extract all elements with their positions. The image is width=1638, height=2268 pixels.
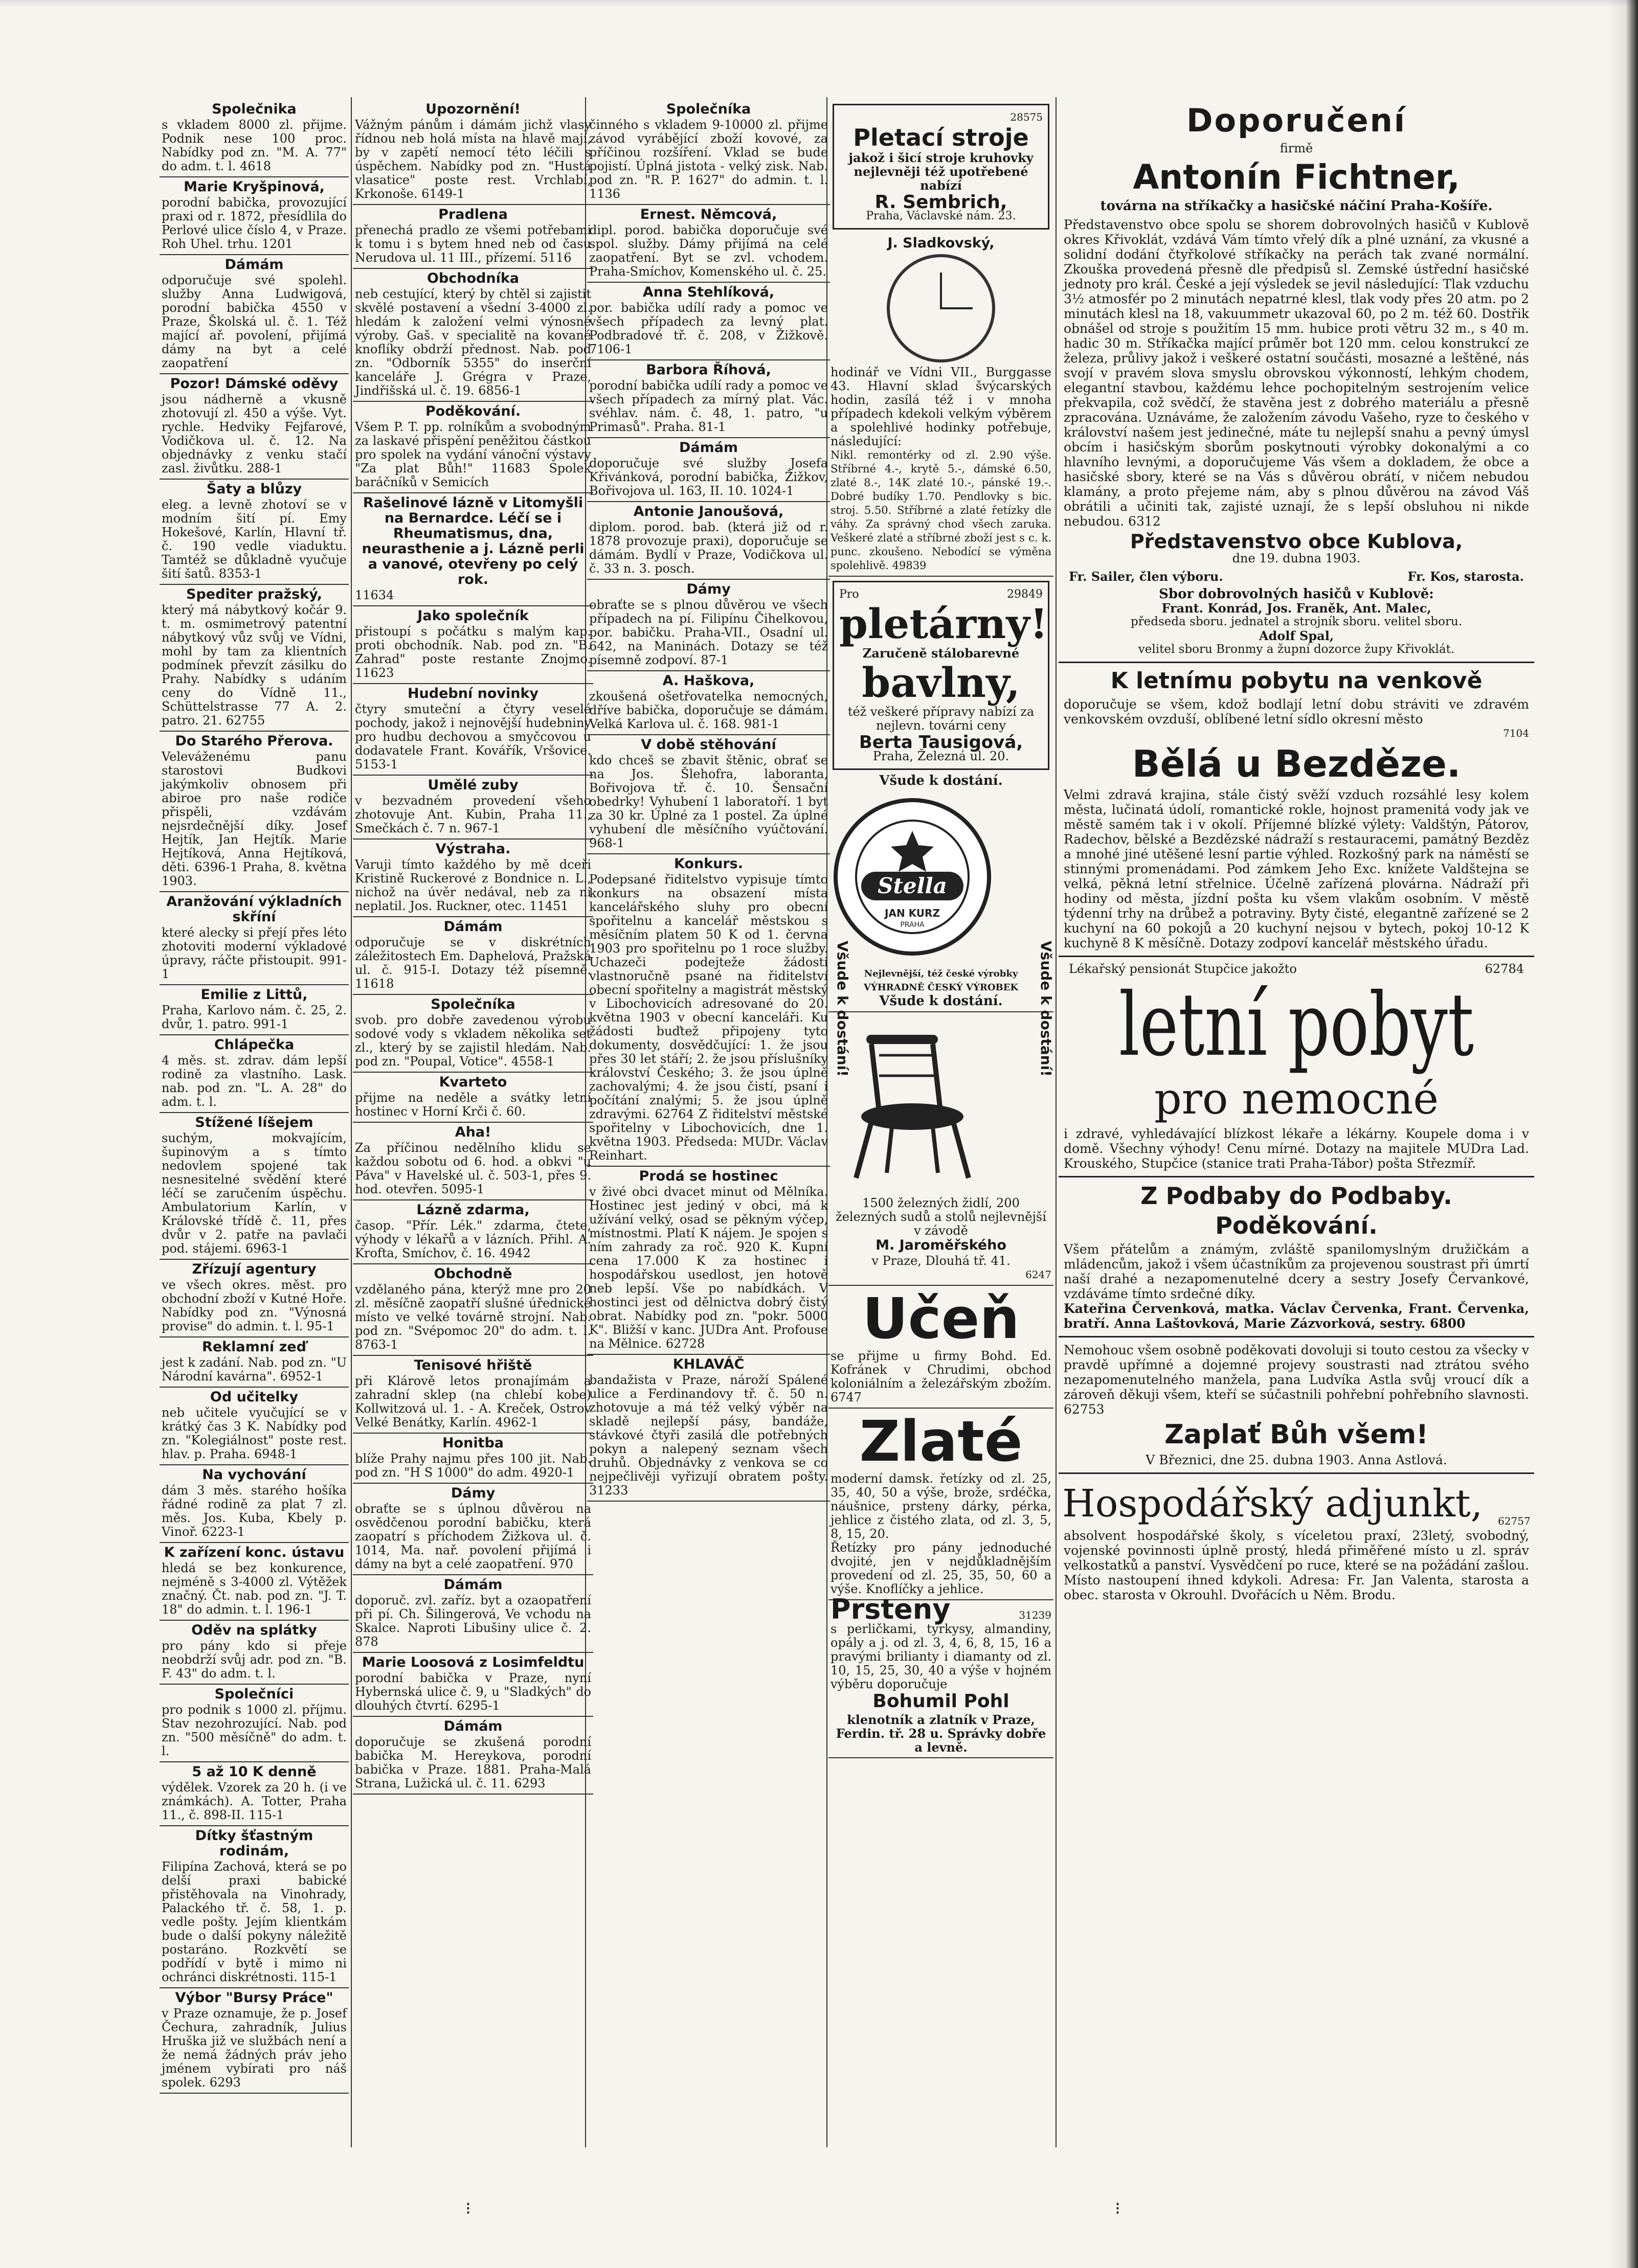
ad-title: Chlápečka	[214, 1037, 295, 1053]
ad-number: 28575	[1010, 111, 1043, 123]
ad-title: Ernest. Němcová,	[640, 207, 777, 222]
classified-ad	[160, 892, 349, 985]
ad-text-2: Řetízky pro pány jednoduché dvojité, jen v nejdůkladnějším provedení od zl. 25, 35, 50, 60 a výše. Knoflíčky a jehlice.	[831, 1540, 1051, 1596]
classified-ad	[587, 1167, 830, 1355]
ad-number: 6247	[1025, 1268, 1051, 1281]
classified-ad	[160, 585, 349, 732]
ucen-ad	[828, 1286, 1053, 1409]
classified-ad	[160, 1388, 349, 1465]
classified-ad	[587, 205, 830, 283]
svg-text:JAN KURZ: JAN KURZ	[885, 907, 940, 919]
ad-text: činného s vkladem 9-10000 zl. přijme závod vyrábějící zboží kovové, za příčinou rozšíření. Vklad se bude pojistí. Úplná jistota - velký zisk. Nab. pod zn. "R. P. 1627" do admin. t. l. 1136	[589, 118, 828, 201]
ad-title: A. Haškova,	[662, 673, 755, 689]
ad-address: Praha, Václavské nám. 23.	[866, 210, 1016, 222]
classified-column-2	[353, 100, 593, 2145]
ad-title: Antonie Janoušová,	[633, 504, 784, 519]
classified-ad	[160, 1113, 349, 1260]
ad-text: Všem P. T. pp. rolníkům a svobodným za laskavé přispění peněžitou částkou pro spolek na vydání vánoční výstavy "Za plat Bůh!" 11683 Spolek baráčníků v Semicích	[355, 420, 591, 489]
classified-ad	[587, 438, 830, 502]
ad-text: doporučuje se všem, kdož bodlají letní dobu stráviti ve zdravém venkovském ovzduší, oblíbené letní sídlo okresní město	[1064, 697, 1529, 727]
page-edge	[0, 0, 1638, 7]
ad-title: Rašelinové lázně v Litomyšli na Bernardce. Léčí se i Rheumatismus, dna, neurasthenie a j. Lázně perli a vanové, otevřeny po celý rok.	[362, 495, 585, 587]
ad-title: Pletací stroje	[853, 124, 1029, 151]
classified-ad	[160, 1762, 349, 1826]
signatory-group: Sbor dobrovolných hasičů v Kublově:	[1159, 586, 1434, 602]
ad-text: který má nábytkový kočár 9. t. m. osmimetrový patentní nábytkový vůz svůj ve Vídni, mohl by tam za klientních podmínek převzít zásilku do Prahy. Nabídky s udáním ceny do Vídně 11., Schüttelstrasse 77 A. 2. patro. 21. 62755	[162, 603, 347, 728]
classified-ad	[353, 684, 593, 776]
podbaby-thanks	[1059, 1183, 1534, 1331]
divider	[1059, 1176, 1534, 1177]
signatures: Kateřina Červenková, matka. Václav Červenka, Frant. Červenka, bratří. Anna Laštovková, Marie Zázvorková, sestry. 6800	[1064, 1301, 1529, 1331]
ad-kicker: firmě	[1280, 141, 1313, 155]
ad-title: Na vychování	[202, 1467, 306, 1483]
ad-text: hodinář ve Vídni VII., Burggasse 43. Hlavní sklad švýcarských hodin, zasílá též i v mnoha případech kdekoli velkým výběrem a spolehlivé hodinky potřebuje, následující:	[831, 365, 1051, 448]
ad-list	[160, 100, 349, 2094]
ad-subtitle: pro nemocné	[1154, 1074, 1439, 1124]
ad-title: 5 až 10 K denně	[192, 1764, 317, 1780]
ad-title: Marie Kryšpinová,	[184, 179, 325, 195]
ad-title: Spediter pražský,	[186, 586, 322, 602]
ad-address: Praha, Železná ul. 20.	[872, 749, 1009, 763]
ad-subtitle: Poděkování.	[1215, 1212, 1378, 1239]
ad-title: Upozornění!	[425, 101, 521, 117]
firm-name: Antonín Fichtner,	[1133, 157, 1460, 197]
ad-text: svob. pro dobře zavedenou výrobu sodové vody s vkladem několika set zl., který by se zajistil hledám. Nab. pod zn. "Poupal, Votice". 4558-1	[355, 1013, 591, 1069]
ad-title: Prsteny	[831, 1593, 951, 1625]
ad-title: Hudební novinky	[407, 686, 539, 701]
ad-title-2: bavlny,	[862, 659, 1020, 707]
ad-name: M. Jaroměřského	[876, 1237, 1006, 1253]
ad-title: K letnímu pobytu na venkově	[1110, 668, 1483, 694]
ad-text: odporučuje své spolehl. služby Anna Ludwigová, porodní babička 4550 v Praze, Školská ul. č. 1. Též mající ař. povolení, přijímá dámy na byt a celé zaopatření	[162, 273, 347, 370]
page-fold-shadow	[1607, 0, 1638, 2268]
classified-ad	[587, 1355, 830, 1502]
ad-text: pro pány kdo si přeje neobdrží svůj adr. pod zn. "B. F. 43" do adm. t. l.	[162, 1639, 347, 1681]
divider	[1059, 1472, 1534, 1474]
ad-text: neb učitele vyučující se v krátký čas 3 K. Nabídky pod zn. "Kolegiálnost" poste rest. hlav. p. Praha. 6948-1	[162, 1405, 347, 1461]
ad-text: v bezvadném provedení všeho zhotovuje Ant. Kubin, Praha 11., Smečkách č. 7 n. 967-1	[355, 793, 591, 835]
ad-title: Pradlena	[438, 207, 508, 222]
classified-ad	[353, 840, 593, 917]
classified-ad	[160, 1035, 349, 1113]
ad-text: se přijme u firmy Bohd. Ed. Kofránek v Chrudimi, obchod koloniálním a železářským zbožím. 6747	[831, 1349, 1051, 1404]
signatory: Fr. Kos, starosta.	[1407, 569, 1524, 584]
ad-text: přijme na neděle a svátky letní hostinec v Horní Krči č. 60.	[355, 1091, 591, 1119]
ad-text: vzdělaného pána, kterýž mne pro 20 zl. měsíčně zaopatří slušné úřednické místo ve velké továrně strojní. Nab. pod zn. "Svépomoc 20" do adm. t. l. 8763-1	[355, 1282, 591, 1352]
ad-title: Do Starého Přerova.	[175, 733, 333, 749]
classified-ad	[587, 283, 830, 360]
ad-kicker: Lékařský pensionát Stupčice jakožto	[1069, 962, 1297, 976]
ad-text: 11634	[355, 588, 394, 602]
classified-ad	[587, 735, 830, 854]
classified-ad	[160, 480, 349, 585]
ad-text: s vkladem 8000 zl. přijme. Podnik nese 100 proc. Nabídky pod zn. "M. A. 77" do adm. t. l. 4618	[162, 118, 347, 173]
classified-ad	[587, 100, 830, 205]
classified-ad	[160, 1543, 349, 1621]
classified-ad	[160, 374, 349, 480]
ad-text: Filipína Zachová, která se po delší praxi babické přistěhovala na Vinohrady, Palackého tř. č. 58, 1. p. vedle pošty. Jejím klientkám bude o další pokyny náležitě postaráno. Rozkvětí se podřídí v bytě i mimo ni ochránci diskrétnosti. 115-1	[162, 1859, 347, 1984]
divider	[1059, 1336, 1534, 1337]
signatory: Frant. Konrád, Jos. Franěk, Ant. Malec,	[1161, 601, 1431, 616]
classified-ad	[353, 205, 593, 269]
classified-ad	[587, 360, 830, 438]
ad-body: Představenstvo obce spolu se shorem dobrovolných hasičů v Kublově okres Křivoklát, vzdává Vám tímto vřelý dík a plné uznání, za vkusné a solidní dodání čtyřkolové stříkačky na perách tak zvané normální. Zkouška provedená přesně dle předpisů sl. Zemské ústřední hasičské jednoty pro král. České a její výsledek se jevil následující: Tlak vzduchu 3½ atmosfér po 2 minutách nepatrné klesl, tlak vody přes 20 atm. po 2 minutách klesl na 18, vakuummetr ukazoval 60, po 2 m. též 60. Dostřik obnášel od stroje s použitím 15 mm. hubice proti větru 32 m., s 40 m. hadic 30 m. Stříkačka mající průměr bot 120 mm. celou konstrukcí ze železa, průlivy jakož i veškeré ostatní součásti, mosazné a leštěné, nás svojí v pravém slova smyslu obrovskou výkonností, lehkým chodem, elegantní stavbou, každému lehce pochopitelným sestrojením velice překvapila, což svědčí, že stavěna jest z dobrého materiálu a přesně zpracována. Uznáváme, že založením závodu Vašeho, ryze to českého v království našem jest jedinečné, máte tu nejlepší snahu a pevný úmysl obcím i hasičským sborům poskytnouti výrobky dokonalými a co hlavního levnými, a doporučujeme Vás všem a dokladem, že obce a hasičské sbory, které se na Vás s důvěrou obrátí, v ničem nebudou klamány, a proto přejeme nám, aby s plnou důvěrou na závod Váš obrátili a učiniti tak, zajisté uznají, že s lepší obsluhou ni nikde nebudou. 6312	[1064, 217, 1529, 529]
classified-ad	[160, 1337, 349, 1388]
display-ads-column	[828, 100, 1053, 2145]
ad-title: Emilie z Littů,	[200, 987, 308, 1003]
ad-body: Velmi zdravá krajina, stále čistý svěží vzduch rozsáhlé lesy kolem města, lučinatá údolí, romantické rokle, hojnost pramenitá vody jak ve městě samém tak i v okolí. Příjemné blízké výlety: Valdštýn, Pátorov, Radechov, bělské a Bezdězské nádraží s restauracemi, památný Bezděz a mnohé jiné utěšené lesní partie výhled. Rozkošný park na náměstí se stinnými promenádami. Pod zámkem Jeho Exc. knížete Valdštejna se velká, pěkná letní střelnice. Účelně zařízená plovárna. Nádraží při hodiny od města, jízdní pošta ku všem vlakům osobním. V městě týdenní trhy na drůbež a potraviny. Byty čisté, elegantně zařízené se 2 kuchyní na 60 pokojů a 20 kuchyní nejsou v bytech, pokoj 10-12 K kuchyně 8 K měsíčně. Dotazy zodpoví kancelář městského úřadu.	[1064, 787, 1529, 950]
classified-ad	[160, 100, 349, 177]
stella-caption-2: Všude k dostání.	[879, 993, 1003, 1009]
ad-text: jakož i šicí stroje kruhovky nejlevněji též upotřebené nabízí	[848, 150, 1034, 193]
ad-text: suchým, mokvajícím, šupinovým a s tímto nedovlem spojené tak nesnesitelné svědění které léčí se zaručením úspěchu. Ambulatorium Karlín, v Královské třídě č. 11, přes dvůr v 2. patře na pavlači pod. stájemi. 6963-1	[162, 1131, 347, 1256]
ad-title: Dítky šťastným rodinám,	[195, 1828, 313, 1859]
pletarny-ad	[833, 581, 1049, 770]
ad-text: Veleváženému panu starostovi Budkovi jakýmkoliv obnosem při abiroe pro naše rodiče přispěli, vzdávám nejsrdečnější díky. Josef Hejtík, Jan Hejtík. Marie Hejtíková, Anna Hejtíková, děti. 6396-1 Praha, 8. května 1903.	[162, 750, 347, 888]
ad-text: Za příčinou nedělního klidu se každou sobotu od 6. hod. a obkvi "u Páva" v Havelské ul. č. 503-1, přes 9. hod. otevřen. 5095-1	[355, 1141, 591, 1196]
ad-title: Kvarteto	[439, 1074, 507, 1090]
column-rule	[1056, 97, 1057, 2147]
stella-caption: Všude k dostání.	[879, 773, 1003, 788]
large-ads-column	[1059, 100, 1534, 2145]
ad-text: pro podnik s 1000 zl. příjmu. Stav nezohrozující. Nab. pod zn. "500 měsíčně" do adm. t. l.	[162, 1703, 347, 1758]
ad-title: Společníka	[666, 101, 751, 117]
ad-text: časop. "Přír. Lék." zdarma, čtete, výhody v lékařů a v lázních. Přihl. A. Krofta, Smíchov, č. 16. 4942	[355, 1218, 591, 1260]
classified-ad	[353, 1123, 593, 1200]
ad-text: diplom. porod. bab. (která již od r. 1878 provozuje praxi), doporučuje se dámám. Bydlí v Praze, Vodičkova ul. č. 33 n. 3. posch.	[589, 520, 828, 576]
ad-trade: klenotník a zlatník v Praze, Ferdin. tř. 28 u. Správky dobře a levně.	[836, 1712, 1046, 1755]
ad-list	[353, 100, 593, 1795]
jaromersky-chair-ad	[828, 1012, 1053, 1286]
signatory-roles: předseda sboru. jednatel a strojník sboru. velitel sboru.	[1130, 615, 1463, 628]
stella-ad	[828, 788, 1053, 1012]
stella-below-text: VÝHRADNĚ ČESKÝ VÝROBEK	[863, 982, 1019, 993]
ad-title: Doporučení	[1186, 102, 1406, 139]
ad-text: blíže Prahy najmu přes 100 jit. Nab. pod zn. "H S 1000" do adm. 4920-1	[355, 1451, 591, 1480]
classified-ad	[160, 732, 349, 892]
ad-title: Stížené líšejem	[195, 1115, 313, 1130]
ad-text: dipl. porod. babička doporučuje své spol. služby. Dámy přijímá na celé zaopatření. Byt se zvl. vchodem. Praha-Smíchov, Komenského ul. č. 25.	[589, 223, 828, 279]
signature-title: Představenstvo obce Kublova,	[1130, 530, 1463, 553]
classified-ad	[353, 1356, 593, 1434]
ad-text: Všem přátelům a známým, zvláště spanilomyslným družičkám a mládencům, jakož i všem účastníkům za projevenou soustrast při úmrtí naší drahé a nezapomenutelné dcery a sestry Josefy Červankové, vzdáváme tímto srdečné díky.	[1064, 1242, 1529, 1301]
ad-title: Z Podbaby do Podbaby.	[1140, 1182, 1452, 1210]
ad-title: Společníka	[431, 996, 515, 1012]
ad-text: ve všech okres. měst. pro obchodní zboží v Kutné Hoře. Nabídky pod zn. "Výnosná provise" do admin. t. l. 95-1	[162, 1278, 347, 1333]
ad-text: obraťte se s úplnou důvěrou na osvědčenou porodní babičku, která zaopatrí s příchodem Žižkova ul. č. 1014, Ma. nař. povolení přijímá i dámy na byt a celé zaopatření. 970	[355, 1502, 591, 1571]
ad-title: Poděkování.	[425, 403, 521, 419]
ad-title: Lázně zdarma,	[416, 1202, 530, 1218]
ad-title: Umělé zuby	[428, 777, 519, 793]
ad-title: Šaty a blůzy	[206, 481, 302, 497]
ad-title: Dámám	[443, 1718, 503, 1734]
ad-number: 29849	[1007, 588, 1043, 601]
classified-ad	[353, 776, 593, 840]
chair-icon	[831, 1019, 984, 1188]
ad-title: Oděv na splátky	[191, 1622, 317, 1638]
divider	[1059, 956, 1534, 957]
classified-ad	[587, 854, 830, 1167]
classified-ad	[587, 671, 830, 735]
vertical-strip-text: Všude k dostání!	[834, 941, 851, 1077]
ad-title: Zaplať Bůh všem!	[1164, 1419, 1428, 1450]
pocket-watch-icon	[887, 254, 995, 362]
ad-text: porodní babička udílí rady a pomoc ve všech případech za mírný plat. Vác. svéhlav. nám. č. 48, 1. patro, "u Primasů". Praha. 81-1	[589, 378, 828, 434]
ad-name: Bohumil Pohl	[872, 1691, 1009, 1712]
ad-text: Nemohouc všem osobně poděkovati dovoluji si touto cestou za všecky v pravdě upřímné a dojemné projevy soustrasti nad ztrátou svého nezapomenutelného manžela, pana Ludvíka Astla svůj vroucí dík a zároveň děkuji všem, kteří se súčastnili pohřební pohřebního slavnosti. 62753	[1064, 1343, 1529, 1417]
classified-column-3	[587, 100, 830, 2145]
ad-text: 1500 železných židlí, 200 železných sudů a stolů nejlevnější v závodě	[836, 1196, 1046, 1238]
ad-title: Marie Loosová z Losimfeldtu	[362, 1654, 585, 1670]
classified-ad	[353, 402, 593, 493]
ad-text: moderní damsk. řetízky od zl. 25, 35, 40, 50 a výše, brože, srdéčka, náušnice, prsteny dárky, pérka, jehlice z čistého zlata, od zl. 3, 5, 8, 15, 20.	[831, 1471, 1051, 1541]
ad-text: které alecky si přejí přes léto zhotoviti moderní výkladové úpravy, ráčte přistoupit. 991-1	[162, 925, 347, 981]
ad-title: Prodá se hostinec	[639, 1168, 778, 1184]
ad-number: 7104	[1503, 727, 1529, 739]
classified-ad	[160, 177, 349, 255]
ad-text: přenechá pradlo ze všemi potřebami k tomu i s bytem hned neb od času Nerudova ul. 11 III., přízemí. 5116	[355, 223, 591, 265]
ad-text: jest k zadání. Nab. pod zn. "U Národní kavárna". 6952-1	[162, 1355, 347, 1384]
zlate-ad	[828, 1409, 1053, 1600]
ad-text: též veškeré přípravy nabízí za nejlevn. továrni ceny	[847, 705, 1035, 733]
ad-title: Od učitelky	[210, 1389, 299, 1405]
ad-text: hledá se bez konkurence, nejméně s 3-4000 zl. Výtěžek značný. Čt. nab. pod zn. "J. T. 18" do admin. t. l. 196-1	[162, 1561, 347, 1617]
signature: V Březnici, dne 25. dubna 1903. Anna Astlová.	[1146, 1453, 1447, 1467]
classified-ad	[353, 1434, 593, 1484]
ad-text: absolvent hospodářské školy, s víceletou praxí, 23letý, svobodný, vojenské povinnosti úplně prostý, hledá přiměřené místo u zl. správ velkostatků a panství. Vysvědčení po ruce, které se na požádání zašlou. Místo nastoupení ihned kdykoli. Adresa: Fr. Jan Valenta, starosta a obec. starosta v Okrouhl. Dvořácích u Něm. Brodu.	[1064, 1528, 1529, 1602]
classified-ad	[587, 502, 830, 580]
classified-ad	[353, 917, 593, 995]
classified-ad	[353, 1717, 593, 1795]
ad-name: Berta Tausigová,	[859, 732, 1023, 753]
letni-pobyt-ad	[1059, 668, 1534, 950]
ad-text: 4 měs. st. zdrav. dám lepší rodině za vlastního. Lask. nab. pod zn. "L. A. 28" do adm. t. l.	[162, 1053, 347, 1109]
pletaci-stroje-ad	[833, 104, 1049, 230]
ad-text: doporuč. zvl. zaříz. byt a ozaopatření při pí. Ch. Šilingerová, Ve vchodu na Skalce. Naproti Libušiny ulice č. 2. 878	[355, 1593, 591, 1649]
classified-ad	[353, 1200, 593, 1264]
prsteny-ad	[828, 1593, 1053, 1758]
ad-text: por. babička udílí rady a pomoc ve všech případech za levný plat. Podbradové tř. č. 208, v Žižkově. 7106-1	[589, 301, 828, 356]
ad-title: Reklamní zeď	[202, 1339, 306, 1355]
ad-title: Zřízují agentury	[192, 1261, 317, 1277]
classified-ad	[353, 269, 593, 402]
ad-title: Zlaté	[859, 1409, 1023, 1474]
fichtner-recommendation	[1059, 103, 1534, 656]
ad-text: neb cestující, který by chtěl si zajistit skvělé postavení a všední 3-4000 zl. hledám k založení velmi výnosné výroby. Gaš. v specialitě na kované knoflíky obdrží přednost. Nab. pod zn. "Odborník 5355" do inserční kanceláře J. Grégra v Praze, Jindřišská ul. č. 19. 6856-1	[355, 287, 591, 398]
ad-text: přistoupí s počátku s malým kap. proti obchodník. Nab. pod zn. "B. Zahrad" poste restante Znojmo. 11623	[355, 624, 591, 680]
ad-title: Anna Stehlíková,	[642, 284, 775, 300]
ad-text: kdo chceš se zbavit štěnic, obrať se na Jos. Šlehofra, laboranta, Bořivojova tř. č. 10. Šensační obedrky! Vyhubení 1 laboratoří. 1 byt za 30 kr. Úplné za 1 postel. Za úplné vyhubení dle měsíčního vyúčtování. 968-1	[589, 753, 828, 850]
ad-text: s perličkami, tyrkysy, almandiny, opály a j. od zl. 3, 4, 6, 8, 15, 16 a pravými brilianty i diamanty od zl. 10, 15, 25, 30, 40 a výše v hojném výběru doporučuje	[831, 1622, 1051, 1691]
vertical-strip-text: Všude k dostání!	[1038, 941, 1054, 1077]
classified-ad	[353, 606, 593, 684]
ad-title: pletárny!	[839, 600, 1048, 648]
ad-text: Varuji tímto každého by mě dceři Kristině Ruckerové z Bondnice n. L., nichož na úvěr nedával, neb za ni neplatil. Jos. Ruckner, otec. 11451	[355, 857, 591, 913]
ad-title: Barbora Říhová,	[646, 362, 771, 378]
astl-thanks	[1059, 1343, 1534, 1467]
ad-title: Výstraha.	[435, 841, 511, 857]
classified-ad	[353, 1575, 593, 1653]
classified-ad	[353, 1073, 593, 1123]
ad-number: 31239	[1019, 1609, 1051, 1621]
classified-column-1	[160, 100, 349, 2145]
ad-text: jsou nádherně a vkusně zhotovují zl. 450 a výše. Vyt. rychle. Hedviky Fejfarové, Vodičkova ul. č. 12. Na objednávky z venku stačí zasl. živůtku. 288-1	[162, 392, 347, 475]
ad-text: v Praze oznamuje, že p. Josef Čechura, zahradník, Julius Hruška již ve službách není a že nemá žádných práv jeho jménem vybírati pro náš spolek. 6293	[162, 2006, 347, 2090]
ad-subtitle: Zaručeně stálobarevné	[862, 646, 1020, 661]
ad-title: V době stěhování	[641, 737, 776, 753]
classified-ad	[160, 1260, 349, 1337]
signature-date: dne 19. dubna 1903.	[1232, 551, 1361, 565]
signatory-role: velitel sboru Bronmy a župní dozorce župy Křivoklát.	[1138, 643, 1455, 656]
classified-ad	[160, 1826, 349, 1988]
ad-number: 62784	[1485, 962, 1524, 976]
ad-title: Učeň	[862, 1286, 1020, 1351]
signatory: Fr. Sailer, člen výboru.	[1069, 569, 1223, 584]
stupcice-pensionat-ad	[1059, 962, 1534, 1171]
ad-text: porodní babička v Praze, nyní Hybernská ulice č. 9, u "Sladkých" do dlouhých čtvrtí. 6295-1	[355, 1671, 591, 1713]
ad-text: zkoušená ošetřovatelka nemocných, dříve babička, doporučuje se dámám. Velká Karlova ul. č. 168. 981-1	[589, 689, 828, 731]
ad-title: Dámy	[451, 1485, 496, 1501]
classified-ad	[160, 255, 349, 374]
ad-title: Tenisové hřiště	[414, 1357, 532, 1373]
stella-ring-text: Nejlevnější, též české výrobky	[864, 968, 1018, 979]
ad-text: při Klárově letos pronajímám a zahradní sklep (na chlebí kobe) Kollwitzová ul. 1. - A. Kreček, Ostrov Velké Benátky, Karlín. 4962-1	[355, 1374, 591, 1430]
signatory: Adolf Spal,	[1259, 628, 1334, 643]
divider	[1059, 662, 1534, 663]
page-mark: ⁝	[465, 2198, 471, 2219]
ad-title: Pozor! Dámské oděvy	[170, 376, 339, 392]
ad-text: výdělek. Vzorek za 20 h. (i ve známkách). A. Totter, Praha 11., č. 898-II. 115-1	[162, 1780, 347, 1822]
ad-text: doporučuje své služby Josefa Křivánková, porodní babička, Žižkov, Bořivojova ul. 163, II. 10. 1024-1	[589, 456, 828, 498]
classified-ad	[353, 1653, 593, 1717]
ad-text: doporučuje se zkušená porodní babička M. Hereykova, porodní babička v Praze. 1881. Praha-Malá Strana, Lužická ul. č. 11. 6293	[355, 1735, 591, 1790]
ad-title: Konkurs.	[674, 856, 744, 872]
ad-text: v živé obci dvacet minut od Mělníka. Hostinec jest jediný v obci, má k užívání velký, osad se pěkným výčep, místnostmi. Platí K nájem. Je spojen s ním zahrady za roč. 920 K. Kupní cena 17.000 K za hostinec i hospodářskou usedlost, jen hotově neb lepší. Vše po nabídkách. V hostinci jest od dělnictva dobrý čistý obrat. Nabídky pod zn. "pokr. 5000 K". Bližší v kanc. JUDra Ant. Profouse na Mělnice. 62728	[589, 1185, 828, 1351]
sladkovsky-clock-ad	[828, 234, 1053, 577]
ad-title: Dámy	[686, 581, 731, 597]
ad-text: eleg. a levně zhotoví se v modním šití pí. Emy Hokešové, Karlín, Hlavní tř. č. 190 vedle viaduktu. Tamtéž se důkladně vyučuje šití šatů. 8353-1	[162, 497, 347, 581]
ad-text: čtyry smuteční a čtyry veselé pochody, jakož i nejnovější hudebniny pro hudbu dechovou a smyčcovou u dodavatele Frant. Kovářík, Vršovice. 5153-1	[355, 702, 591, 772]
classified-ad	[353, 995, 593, 1073]
ad-title: Dámám	[679, 440, 738, 456]
classified-ad	[160, 1465, 349, 1543]
ad-title: KHLAVÁČ	[672, 1356, 745, 1372]
ad-kicker: Pro	[839, 588, 859, 601]
ad-title: Dámám	[225, 257, 284, 273]
ad-text: odporučuje se v diskrétních záležitostech Em. Daphelová, Pražská ul. č. 915-I. Dotazy též písemně. 11618	[355, 935, 591, 991]
ad-text: bandažista v Praze, nároží Spálené ulice a Ferdinandovy tř. č. 50 n. zhotovuje a má též velký výběr na skladě nejlepší pásy, bandáže, stávkové čtyři zasilá dle potřebných pokyn a nalepený seznam všech druhů. Objednávky z venkova se co nejpečlivěji vyřizují obratem pošty. 31233	[589, 1373, 828, 1498]
page-mark: ⁝	[1115, 2198, 1120, 2219]
ad-title: Aranžování výkladních skříní	[166, 894, 342, 925]
ad-title: Dámám	[443, 1577, 503, 1593]
classified-ad	[353, 1484, 593, 1575]
classified-ad	[587, 580, 830, 671]
ad-text: Podepsané řiditelstvo vypisuje tímto konkurs na obsazení místa kancelářského sluhy pro obecní spořitelnu a kancelář městskou s měsíčním platem 50 K od 1. června 1903 pro spořitelnu po 1 roce služby. Uchazeči podejteže žádosti vlastnoručně psané na řiditelství obecní spořitelny a magistrát městský v Libochovicích adresované do 20. května 1903 v obecní kanceláři. Ku žádosti buďtež připojeny tyto dokumenty, dosvědčující: 1. že jsou přes 30 let stáří; 2. že jsou příslušníky království Českého; 3. že jsou úplně zachovalými; 4. že jsou čistí, psaní i počítání znalými; 5. že jsou úplně zdravými. 62764 Z řiditelství městské spořitelny v Libochovicích, dne 1. května 1903. Předseda: MUDr. Václav Reinhart.	[589, 872, 828, 1163]
ad-name: R. Sembrich,	[874, 192, 1007, 213]
town-title: Bělá u Bezděze.	[1132, 742, 1461, 785]
classified-ad	[160, 1685, 349, 1762]
svg-text:Stella: Stella	[878, 873, 947, 898]
ad-title: Společnika	[212, 101, 297, 117]
ad-title: Aha!	[455, 1124, 491, 1140]
ad-list	[587, 100, 830, 1502]
classified-ad	[160, 1988, 349, 2094]
ad-title: J. Sladkovský,	[887, 235, 995, 251]
ad-address: v Praze, Dlouhá tř. 41.	[871, 1254, 1011, 1268]
ad-title: K zařízení konc. ústavu	[164, 1545, 345, 1560]
ad-text: dám 3 měs. starého hošíka řádné rodině za plat 7 zl. měs. Jos. Kuba, Kbely p. Vinoř. 6223-1	[162, 1483, 347, 1539]
stella-logo-icon	[831, 795, 994, 959]
ad-title: Honitba	[442, 1435, 504, 1451]
ad-title: Dámám	[443, 919, 503, 935]
ad-text: Vážným pánům i dámám jichž vlasy řídnou neb holá místa na hlavě mají, by v zapětí nemocí této léčili s úspěchem. Nabídky pod zn. "Hustá vlasatice" poste rest. Vrchlabí, Krkonoše. 6149-1	[355, 118, 591, 201]
adjunkt-ad	[1059, 1479, 1534, 1602]
ad-title: Společníci	[214, 1686, 294, 1702]
classified-ad	[160, 985, 349, 1035]
ad-title: Výbor "Bursy Práce"	[175, 1990, 333, 2006]
ad-title: Obchodně	[434, 1266, 512, 1282]
ad-text: Praha, Karlovo nám. č. 25, 2. dvůr, 1. patro. 991-1	[162, 1003, 347, 1031]
ad-prices: Nikl. remontérky od zl. 2.90 výše. Stříbrné 4.-, krytě 5.-, dámské 6.50, zlaté 8.-, 14K zlaté 10.-, pánské 19.-. Dobré budíky 1.70. Pendlovky s bic. stroj. 5.50. Stříbrné a zlaté řetízky dle váhy. Za správný chod všech zaruka. Veškeré zlaté a stříbrné zboží jest s c. k. punc. zkoušeno. Nebodící se výměna spolehlivě. 49839	[831, 449, 1051, 572]
ad-number: 62757	[1498, 1515, 1531, 1527]
ad-text: obraťte se s plnou důvěrou ve všech případech na pí. Filipínu Čihelkovou, por. babičku. Praha-VII., Osadní ul. 642, na Maninách. Dotazy se též písemně zodpoví. 87-1	[589, 598, 828, 667]
svg-text:PRAHA: PRAHA	[900, 921, 925, 929]
ad-title: letní pobyt	[1118, 974, 1474, 1076]
classified-ad	[353, 1264, 593, 1356]
ad-title: Obchodníka	[427, 270, 520, 286]
classified-ad	[353, 493, 593, 606]
ad-title: Hospodářský adjunkt,	[1062, 1482, 1483, 1526]
ad-title: Jako společník	[417, 608, 529, 624]
ad-text: porodní babička, provozující praxi od r. 1872, přesídlila do Perlové ulice číslo 4, v Praze. Roh Uhel. trhu. 1201	[162, 195, 347, 251]
classified-ad	[353, 100, 593, 205]
firm-subtitle: továrna na stříkačky a hasičské náčiní Praha-Košíře.	[1100, 198, 1493, 214]
ad-text: i zdravé, vyhledávající blízkost lékaře a lékárny. Koupele doma i v domě. Všechny výhody! Cenu mírné. Dotazy na majitele MUDra Lad. Krouského, Stupčice (stanice trati Praha-Tábor) pošta Střezmíř.	[1064, 1126, 1529, 1171]
classified-ad	[160, 1621, 349, 1685]
column-rule	[351, 97, 352, 2147]
